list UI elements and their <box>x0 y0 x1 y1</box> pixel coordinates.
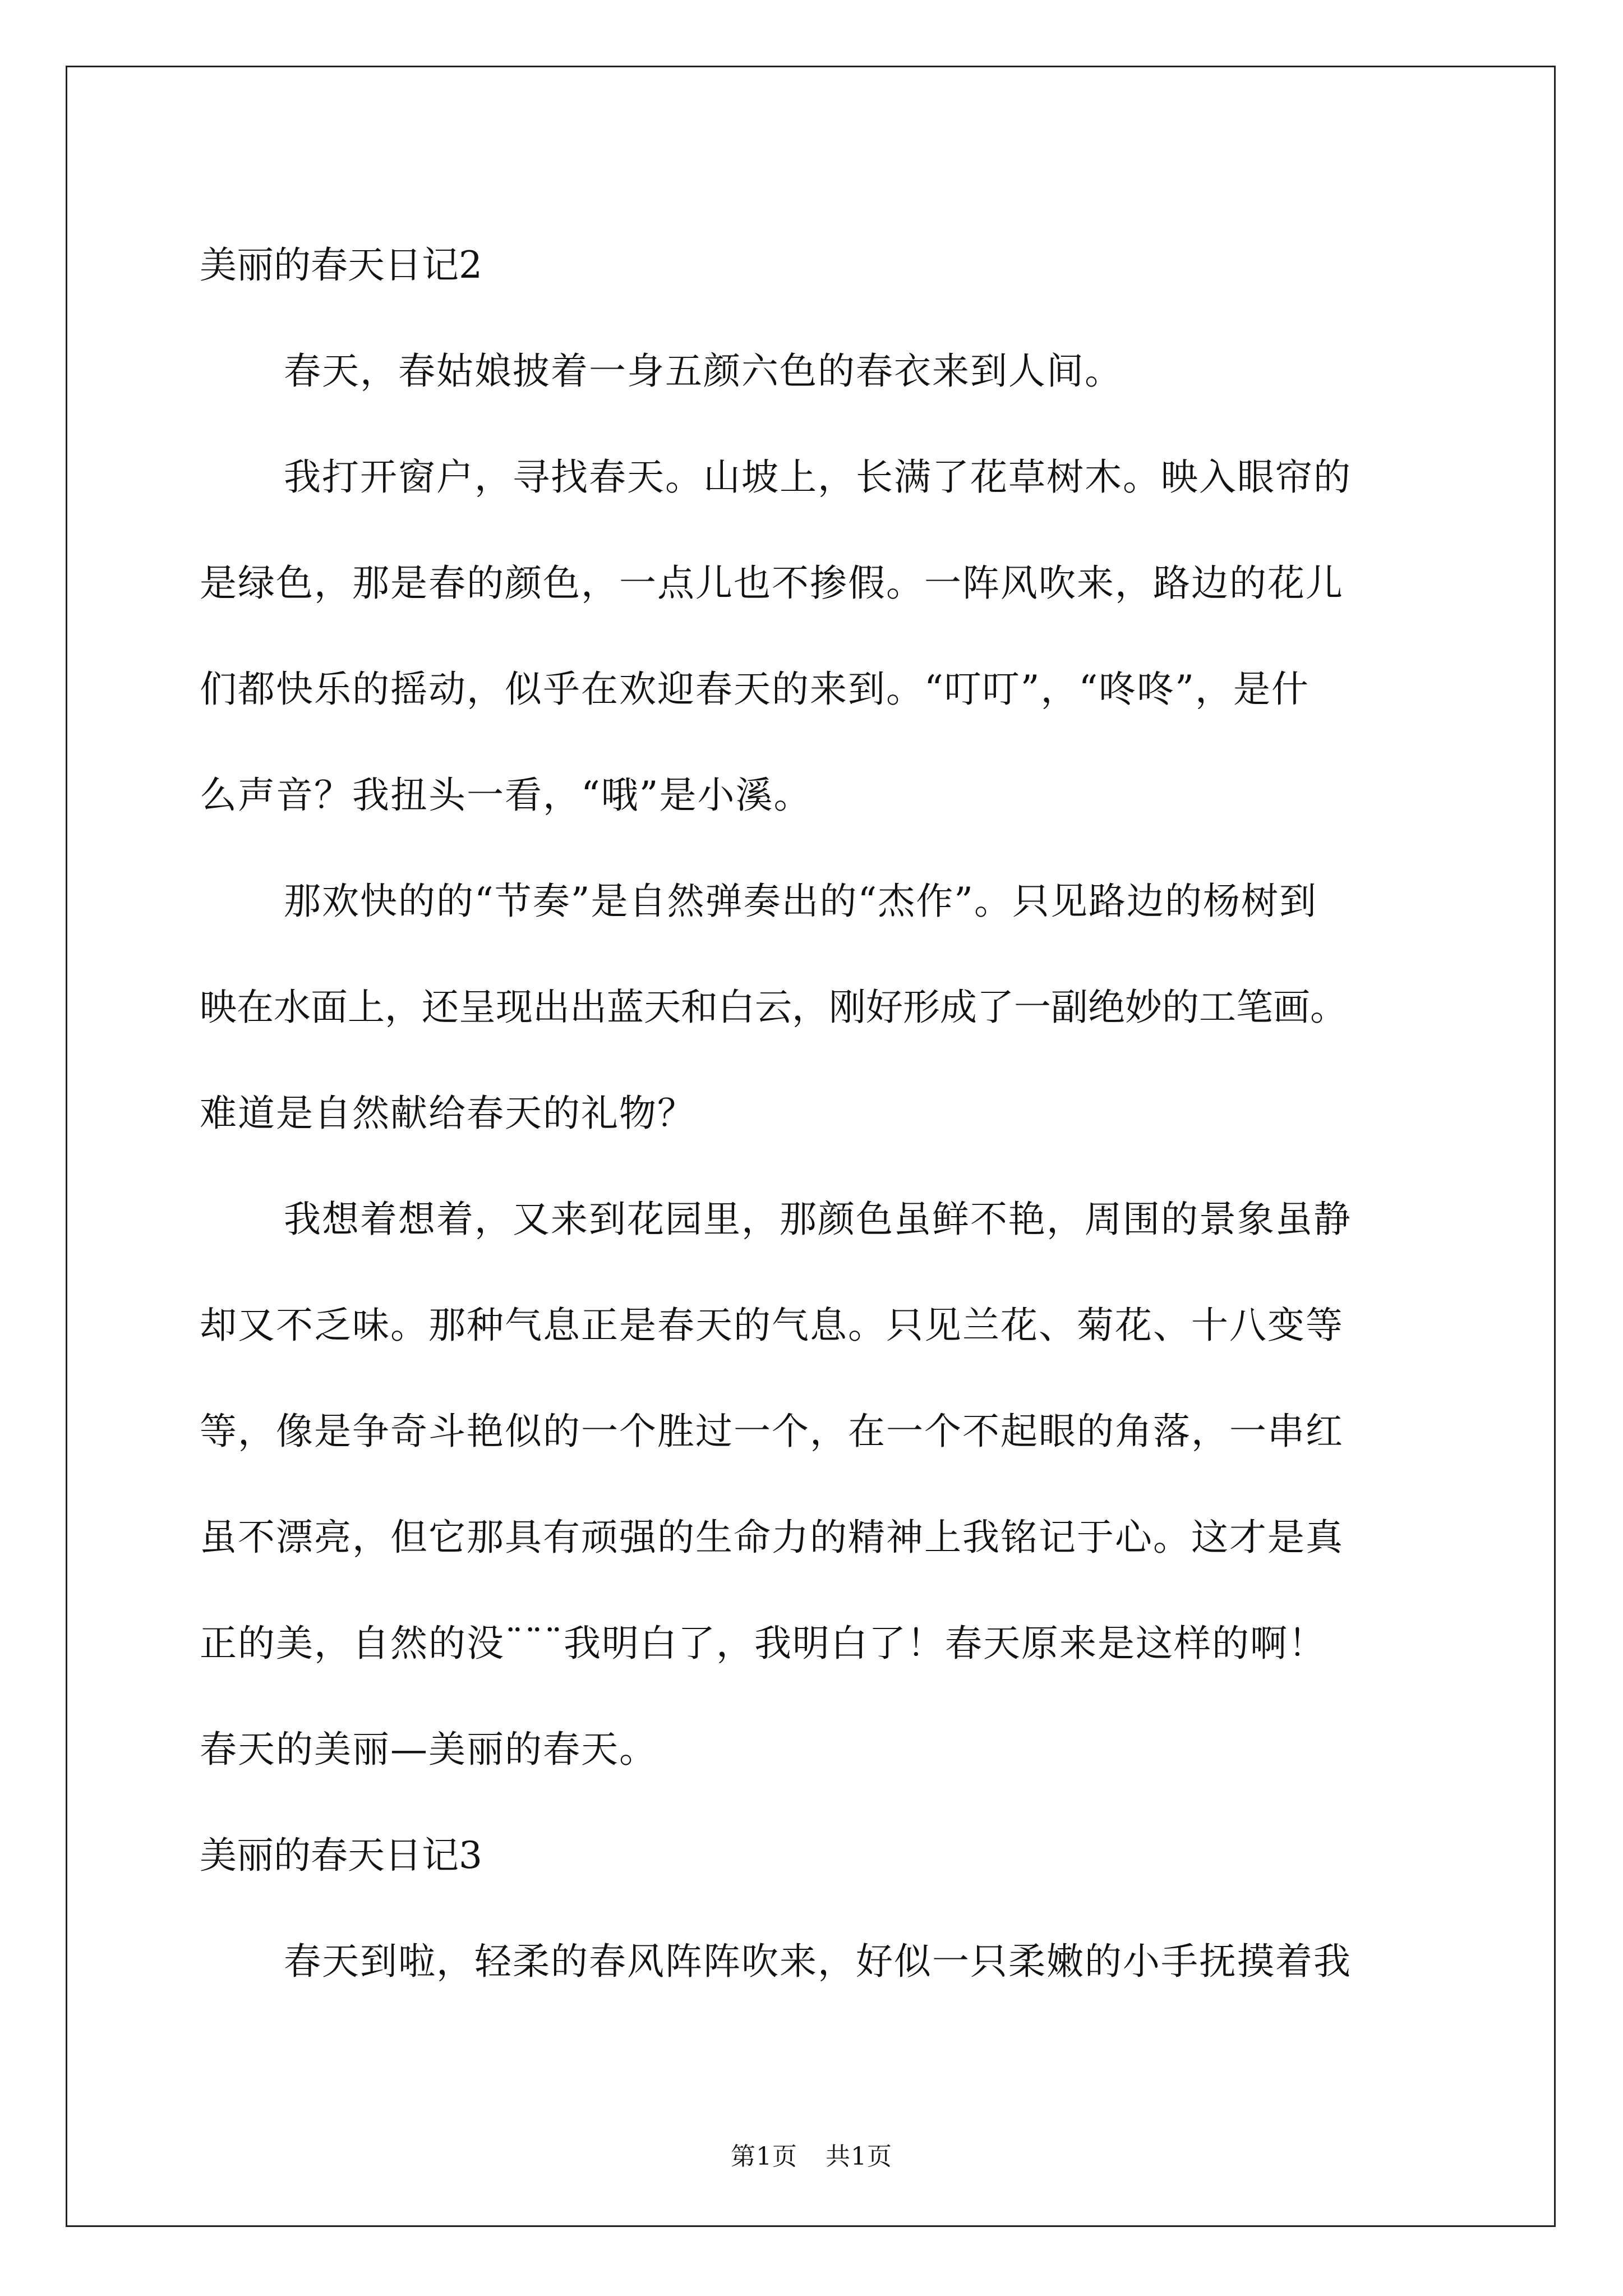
paragraph <box>200 848 1456 1166</box>
paragraph-line: 们都快乐的摇动，似乎在欢迎春天的来到。“叮叮”，“咚咚”，是什 <box>200 668 1310 711</box>
paragraph-line: 难道是自然献给春天的礼物？ <box>200 1092 695 1135</box>
paragraph-line: 是绿色，那是春的颜色，一点儿也不掺假。一阵风吹来，路边的花儿 <box>200 562 1344 605</box>
paragraph-line: 却又不乏味。那种气息正是春天的气息。只见兰花、菊花、十八变等 <box>200 1304 1344 1347</box>
paragraph-line: 我想着想着，又来到花园里，那颜色虽鲜不艳，周围的景象虽静 <box>284 1198 1352 1241</box>
page-total: 共1页 <box>826 2142 892 2171</box>
paragraph-line: 春天，春姑娘披着一身五颜六色的春衣来到人间。 <box>284 349 1123 393</box>
section-heading: 美丽的春天日记2 <box>200 243 482 287</box>
paragraph-line: 那欢快的的“节奏”是自然弹奏出的“杰作”。只见路边的杨树到 <box>284 880 1317 923</box>
paragraph <box>200 1908 1456 2014</box>
paragraph-line: 么声音？我扭头一看，“哦”是小溪。 <box>200 774 812 817</box>
paragraph-line: 虽不漂亮，但它那具有顽强的生命力的精神上我铭记于心。这才是真 <box>200 1516 1344 1559</box>
section-heading: 美丽的春天日记3 <box>200 1834 482 1877</box>
document-body <box>200 212 1456 2014</box>
paragraph-line: 春天到啦，轻柔的春风阵阵吹来，好似一只柔嫩的小手抚摸着我 <box>284 1940 1352 1983</box>
paragraph-line: 春天的美丽—美丽的春天。 <box>200 1728 657 1771</box>
paragraph-line: 正的美，自然的没¨¨¨我明白了，我明白了！春天原来是这样的啊！ <box>200 1622 1326 1665</box>
page-footer <box>0 2136 1623 2172</box>
paragraph <box>200 1166 1456 1802</box>
paragraph <box>200 318 1456 424</box>
page-number: 第1页 <box>731 2142 797 2171</box>
paragraph <box>200 424 1456 848</box>
paragraph-line: 我打开窗户，寻找春天。山坡上，长满了花草树木。映入眼帘的 <box>284 455 1352 499</box>
paragraph-line: 等，像是争奇斗艳似的一个胜过一个，在一个不起眼的角落，一串红 <box>200 1410 1344 1453</box>
paragraph-line: 映在水面上，还呈现出出蓝天和白云，刚好形成了一副绝妙的工笔画。 <box>200 986 1347 1029</box>
